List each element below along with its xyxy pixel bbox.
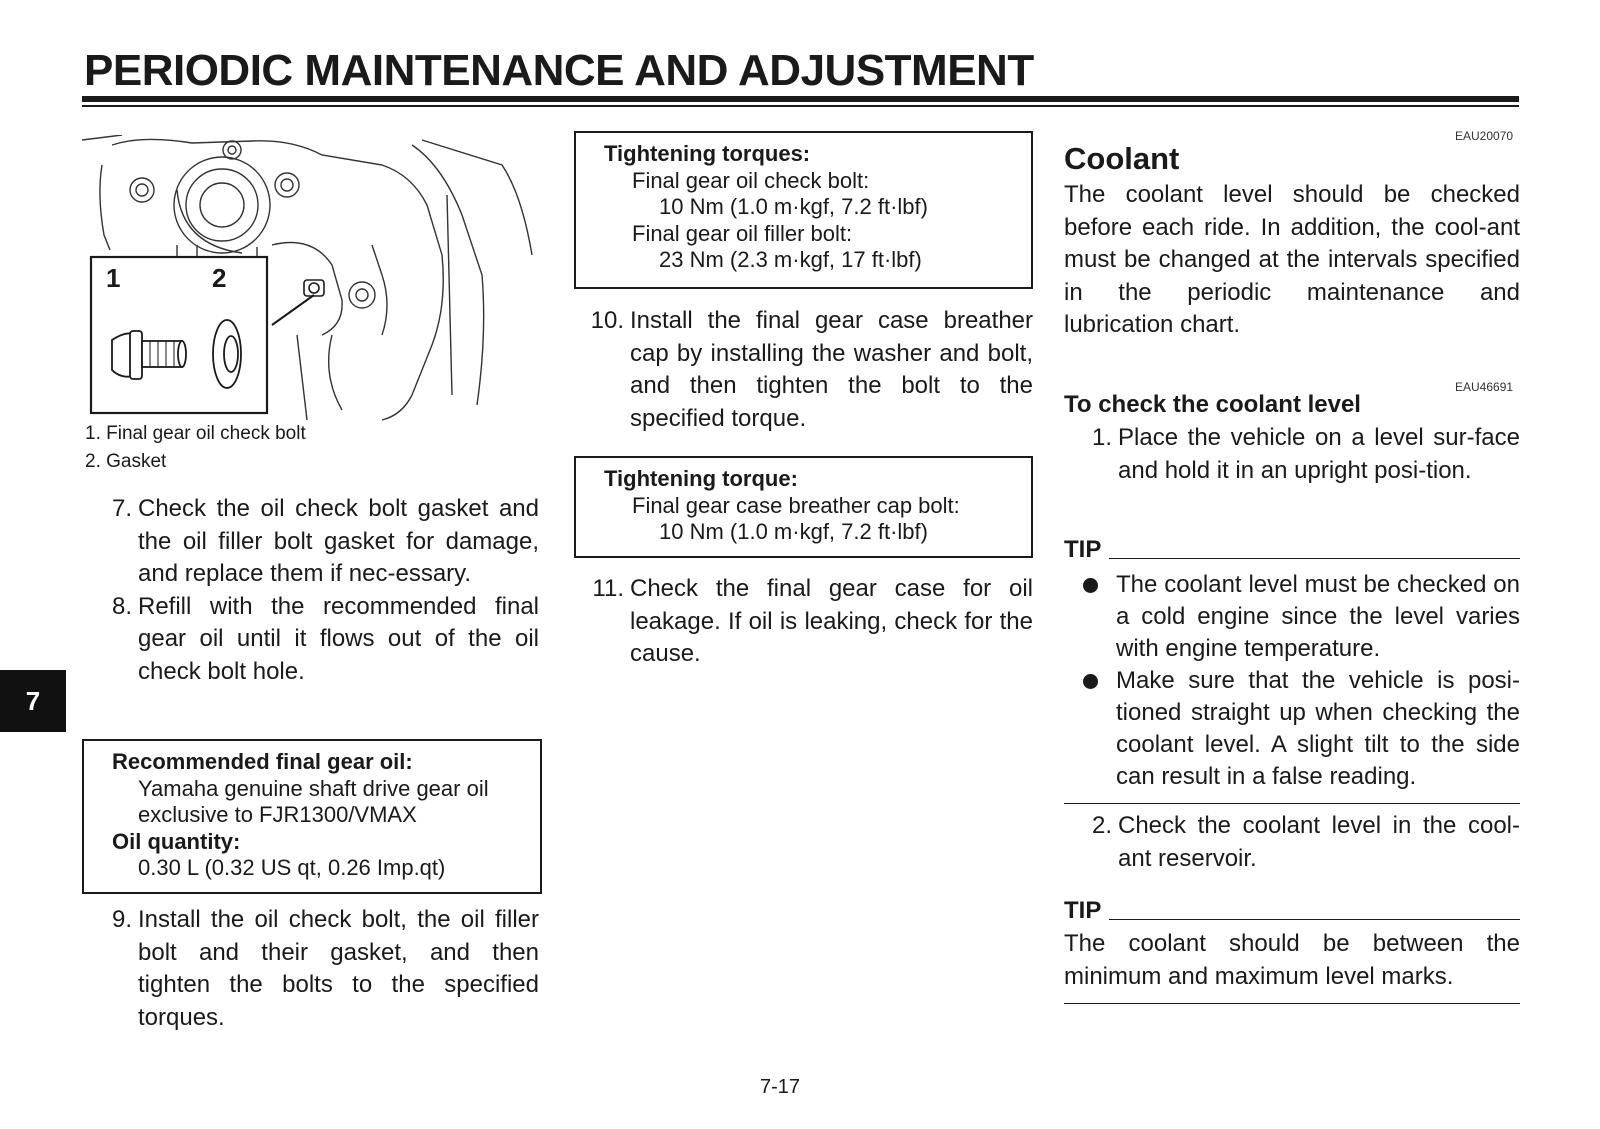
page-title: PERIODIC MAINTENANCE AND ADJUSTMENT: [84, 46, 1034, 95]
callout-1: 1: [106, 263, 121, 293]
step-7: [82, 493, 539, 591]
step-text: Check the coolant level in the cool-ant reservoir.: [1118, 812, 1520, 872]
tip-label: TIP: [1064, 897, 1102, 924]
step-number: 9.: [111, 906, 132, 933]
box-line: 0.30 L (0.32 US qt, 0.26 Imp.qt): [138, 855, 446, 880]
tip-heading: [1064, 535, 1520, 565]
box-line: Final gear oil filler bolt:: [632, 220, 853, 246]
step-text: Refill with the recommended final gear oil until it flows out of the oil check bolt hole.: [138, 592, 539, 685]
right-step-2: [1064, 810, 1520, 875]
coolant-intro: The coolant level should be checked before each ride. In addition, the cool-ant must be changed at the intervals specified in the periodic maintenance and lubrication chart.: [1064, 181, 1520, 338]
left-column-lower: [82, 904, 539, 1034]
step-number: 1.: [1091, 424, 1112, 451]
box-value: 23 Nm (2.3 m·kgf, 17 ft·lbf): [659, 247, 922, 272]
doc-code-1: EAU20070: [1455, 129, 1514, 143]
tip-bullet: [1064, 569, 1520, 665]
chapter-tab: 7: [0, 670, 66, 732]
step-8: [82, 591, 539, 689]
box-heading: Tightening torques:: [604, 141, 811, 166]
box-line: Yamaha genuine shaft drive gear oil: [138, 775, 489, 801]
tip-label: TIP: [1064, 536, 1102, 563]
bullet-icon: [1064, 569, 1116, 665]
bullet-text: The coolant level must be checked on a cold engine since the level varies with engine temperature.: [1116, 571, 1520, 662]
tip-rule: [1109, 919, 1520, 920]
tip-end-rule: [1064, 1003, 1520, 1004]
tip-2: [1064, 896, 1520, 1004]
header-rule-thin: [82, 105, 1519, 107]
step-number: 7.: [111, 495, 132, 522]
box-value: 10 Nm (1.0 m·kgf, 7.2 ft·lbf): [659, 194, 928, 219]
torque-box-2: [574, 456, 1033, 558]
step-10: [574, 305, 1033, 435]
step-number: 11.: [592, 575, 624, 602]
step-text: Place the vehicle on a level sur-face and hold it in an upright posi-tion.: [1118, 424, 1520, 484]
page-number: 7-17: [760, 1076, 801, 1098]
torque-box-1: [574, 131, 1033, 289]
left-column: [82, 493, 539, 688]
engine-illustration: [82, 135, 537, 425]
box-heading: Tightening torque:: [604, 466, 798, 491]
step-number: 10.: [590, 307, 624, 334]
step-11: [574, 573, 1033, 671]
bullet-text: Make sure that the vehicle is posi-tioned straight up when checking the coolant level. A slight tilt to the side can result in a false reading.: [1116, 667, 1520, 790]
callout-2: 2: [212, 263, 227, 293]
engine-figure: [82, 135, 537, 425]
tip-rule: [1109, 558, 1520, 559]
doc-code-2: EAU46691: [1455, 380, 1514, 394]
box-line: Final gear case breather cap bolt:: [632, 492, 960, 518]
bullet-icon: [1064, 665, 1116, 793]
tip-bullet: [1064, 665, 1520, 793]
sub-title: To check the coolant level: [1064, 391, 1361, 418]
step-number: 8.: [111, 592, 132, 620]
step-text: Check the oil check bolt gasket and the oil filler bolt gasket for damage, and replace them if nec-essary.: [138, 495, 539, 587]
step-text: Install the oil check bolt, the oil filler bolt and their gasket, and then tighten the bolts to the specified torques.: [138, 906, 539, 1031]
recommended-oil-box: [82, 739, 542, 894]
middle-column-step11: [574, 573, 1033, 671]
box-line: exclusive to FJR1300/VMAX: [138, 802, 417, 827]
tip-1: [1064, 535, 1520, 804]
right-step-1: [1064, 422, 1520, 487]
tip-heading: [1064, 896, 1520, 926]
caption-2: 2. Gasket: [85, 451, 167, 472]
box-heading: Recommended final gear oil:: [112, 749, 413, 774]
section-title: Coolant: [1064, 141, 1180, 176]
figure-captions: [85, 420, 306, 476]
header-rule: [82, 96, 1519, 102]
step-text: Check the final gear case for oil leakage. If oil is leaking, check for the cause.: [630, 575, 1033, 667]
box-line: Final gear oil check bolt:: [632, 167, 870, 193]
box-value: 10 Nm (1.0 m·kgf, 7.2 ft·lbf): [659, 519, 928, 544]
box-heading: Oil quantity:: [112, 828, 241, 854]
step-text: Install the final gear case breather cap by installing the washer and bolt, and then tighten the bolt to the specified torque.: [630, 307, 1033, 432]
middle-column-step10: [574, 305, 1033, 435]
caption-1: 1. Final gear oil check bolt: [85, 423, 306, 444]
tip-text: The coolant should be between the minimum and maximum level marks.: [1064, 930, 1520, 990]
tip-end-rule: [1064, 803, 1520, 804]
step-number: 2.: [1091, 812, 1112, 839]
step-9: [82, 904, 539, 1034]
